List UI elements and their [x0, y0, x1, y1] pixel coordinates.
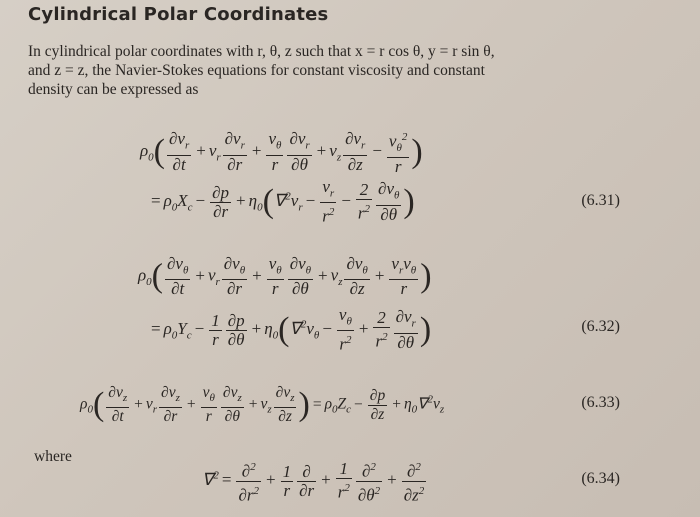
equation-6-31-line-1: $\rho_0$( $\frac{\partial v_r}{\partial t}$ + $v_r$ $\frac{\partial v_r}{\partial r}$ + $\frac{v_\theta}{r}$ $\frac{\partial v_r}{\partial\theta}$ + $v_z$ $\frac{\partial v_r}{\partial z}$ − $\frac{v_\theta^2}{r}$ ) — [140, 129, 423, 177]
equation-number-6-34: (6.34) — [581, 470, 620, 487]
equation-6-32-line-2: = $\rho_0Y_c$ − $\frac{1}{r}$ $\frac{\partial p}{\partial\theta}$ + $\eta_0(\nabla^2v_\theta$ − $\frac{v_\theta}{r^2}$ + $\frac{2}{r^2}$ $\frac{\partial v_r}{\partial\theta}$ ) — [151, 305, 432, 355]
section-title: Cylindrical Polar Coordinates — [28, 4, 329, 25]
equation-6-34: ∇$^2$ = $\frac{\partial^2}{\partial r^2}$ + $\frac{1}{r}$ ∂ ∂r + $\frac{1}{r^2}$ $\frac{\partial^2}{\partial\theta^2}$ + $\frac{\partial^2}{\partial z^2}$ — [202, 459, 425, 505]
equation-6-32-line-1: $\rho_0$( $\frac{\partial v_\theta}{\partial t}$ + $v_r$ $\frac{\partial v_\theta}{\partial r}$ + $\frac{v_\theta}{r}$ $\frac{\partial v_\theta}{\partial\theta}$ + $v_z$ $\frac{\partial v_\theta}{\partial z}$ + $v_rv_\theta$ r ) — [138, 254, 432, 299]
equation-6-31-line-2: = $\rho_0X_c$ − $\frac{\partial p}{\partial r}$ + $\eta_0(\nabla^2v_r$ − $\frac{v_r}{r^2}$ − $\frac{2}{r^2}$ $\frac{\partial v_\theta}{\partial\theta}$ ) — [151, 177, 415, 227]
equation-number-6-33: (6.33) — [581, 394, 620, 411]
intro-paragraph — [28, 42, 638, 99]
equation-number-6-32: (6.32) — [581, 318, 620, 335]
equation-6-33: $\rho_0$( $\frac{\partial v_z}{\partial t}$ + $v_r$ $\frac{\partial v_z}{\partial r}$ + $\frac{v_\theta}{r}$ $\frac{\partial v_z}{\partial\theta}$ + $v_z$ $\frac{\partial v_z}{\partial z}$ ) = $\rho_0Z_c$ − $\frac{\partial p}{\partial z}$ + $\eta_0\nabla^2v_z$ — [80, 384, 445, 426]
where-label: where — [34, 448, 72, 465]
intro-line-3: density can be expressed as — [28, 81, 199, 98]
intro-line-2: and z = z, the Navier-Stokes equations for constant viscosity and constant — [28, 62, 485, 79]
intro-line-1: In cylindrical polar coordinates with r, θ, z such that x = r cos θ, y = r sin θ, — [28, 43, 495, 60]
equation-number-6-31: (6.31) — [581, 192, 620, 209]
